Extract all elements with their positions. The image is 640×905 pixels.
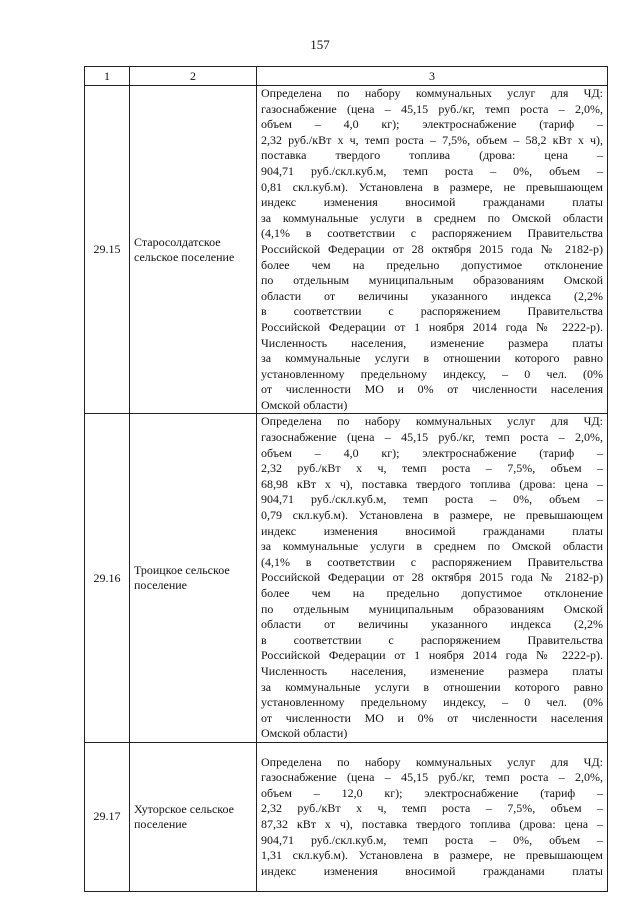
text-line: в соответствии с распоряжением Правительства: [261, 632, 603, 647]
header-col-2: 2: [130, 67, 257, 86]
text-line: (4,1% в соответствии с распоряжением Правительства: [261, 226, 603, 241]
text-line: газоснабжение (цена – 45,15 руб./кг, темп роста – 2,0%,: [261, 770, 603, 785]
text-line: Российской Федерации от 28 октября 2015 года № 2182-р): [261, 241, 603, 256]
text-line: 904,71 руб./скл.куб.м, темп роста – 0%, объем –: [261, 832, 603, 847]
settlement-name: Троицкое сельское поселение: [130, 414, 257, 742]
text-line: (4,1% в соответствии с распоряжением Правительства: [261, 554, 603, 569]
text-line: 2,32 руб./кВт х ч, темп роста – 7,5%, объем – 58,2 кВт х ч),: [261, 132, 603, 147]
text-line: Определена по набору коммунальных услуг для ЧД:: [261, 414, 603, 429]
text-line: более чем на предельно допустимое отклонение: [261, 257, 603, 272]
text-line: индекс изменения вносимой гражданами платы: [261, 195, 603, 210]
text-line: 1,31 скл.куб.м). Установлена в размере, не превышающем: [261, 848, 603, 863]
text-line: в соответствии с распоряжением Правительства: [261, 304, 603, 319]
row-number: 29.15: [85, 86, 130, 414]
text-line: за коммунальные услуги в среднем по Омской области: [261, 539, 603, 554]
text-line: индекс изменения вносимой гражданами платы: [261, 863, 603, 878]
row-number: 29.16: [85, 414, 130, 742]
text-line: от численности МО и 0% от численности населения: [261, 710, 603, 725]
text-line: области от величины указанного индекса (2,2%: [261, 617, 603, 632]
text-line: Российской Федерации от 1 ноября 2014 года № 2222-р).: [261, 319, 603, 334]
page-number: 157: [310, 37, 330, 52]
table-header-row: [85, 67, 608, 86]
table-row: [85, 742, 608, 891]
header-col-3: 3: [257, 67, 608, 86]
text-line: от численности МО и 0% от численности населения: [261, 382, 603, 397]
settlement-name: Старосолдатское сельское поселение: [130, 86, 257, 414]
text-line: Численность населения, изменение размера платы: [261, 335, 603, 350]
text-line: Определена по набору коммунальных услуг для ЧД:: [261, 754, 603, 769]
settlement-name: Хуторское сельское поселение: [130, 742, 257, 891]
text-line: 68,98 кВт х ч), поставка твердого топлива (дрова: цена –: [261, 476, 603, 491]
text-line: 87,32 кВт х ч), поставка твердого топлива (дрова: цена –: [261, 816, 603, 831]
text-line: 904,71 руб./скл.куб.м, темп роста – 0%, объем –: [261, 492, 603, 507]
table-row: [85, 414, 608, 742]
text-line: по отдельным муниципальным образованиям Омской: [261, 273, 603, 288]
text-line: Российской Федерации от 1 ноября 2014 года № 2222-р).: [261, 648, 603, 663]
header-col-1: 1: [85, 67, 130, 86]
text-line: 0,81 скл.куб.м). Установлена в размере, не превышающем: [261, 179, 603, 194]
text-line: Омской области): [261, 397, 348, 412]
text-line: объем – 12,0 кг); электроснабжение (тариф –: [261, 785, 603, 800]
text-line: Численность населения, изменение размера платы: [261, 663, 603, 678]
text-line: поставка твердого топлива (дрова: цена –: [261, 148, 603, 163]
row-description: [257, 414, 608, 742]
text-line: Российской Федерации от 28 октября 2015 года № 2182-р): [261, 570, 603, 585]
text-line: газоснабжение (цена – 45,15 руб./кг, темп роста – 2,0%,: [261, 101, 603, 116]
text-line: области от величины указанного индекса (2,2%: [261, 288, 603, 303]
text-line: индекс изменения вносимой гражданами платы: [261, 523, 603, 538]
text-line: за коммунальные услуги в среднем по Омской области: [261, 210, 603, 225]
text-line: за коммунальные услуги в отношении которого равно: [261, 679, 603, 694]
text-line: объем – 4,0 кг); электроснабжение (тариф –: [261, 117, 603, 132]
text-line: по отдельным муниципальным образованиям Омской: [261, 601, 603, 616]
text-line: Омской области): [261, 726, 348, 741]
text-line: за коммунальные услуги в отношении которого равно: [261, 351, 603, 366]
text-line: более чем на предельно допустимое отклонение: [261, 586, 603, 600]
settlements-table: [84, 66, 608, 892]
row-description: [257, 742, 608, 891]
text-line: Определена по набору коммунальных услуг для ЧД:: [261, 86, 603, 100]
row-number: 29.17: [85, 742, 130, 891]
text-line: установленному предельному индексу, – 0 чел. (0%: [261, 366, 603, 381]
text-line: 0,79 скл.куб.м). Установлена в размере, не превышающем: [261, 508, 603, 523]
text-line: 2,32 руб./кВт х ч, темп роста – 7,5%, объем –: [261, 801, 603, 816]
text-line: объем – 4,0 кг); электроснабжение (тариф –: [261, 445, 603, 460]
text-line: 904,71 руб./скл.куб.м, темп роста – 0%, объем –: [261, 163, 603, 178]
row-description: [257, 86, 608, 414]
table-row: [85, 86, 608, 414]
text-line: 2,32 руб./кВт х ч, темп роста – 7,5%, объем –: [261, 461, 603, 476]
text-line: газоснабжение (цена – 45,15 руб./кг, темп роста – 2,0%,: [261, 430, 603, 445]
text-line: установленному предельному индексу, – 0 чел. (0%: [261, 695, 603, 710]
